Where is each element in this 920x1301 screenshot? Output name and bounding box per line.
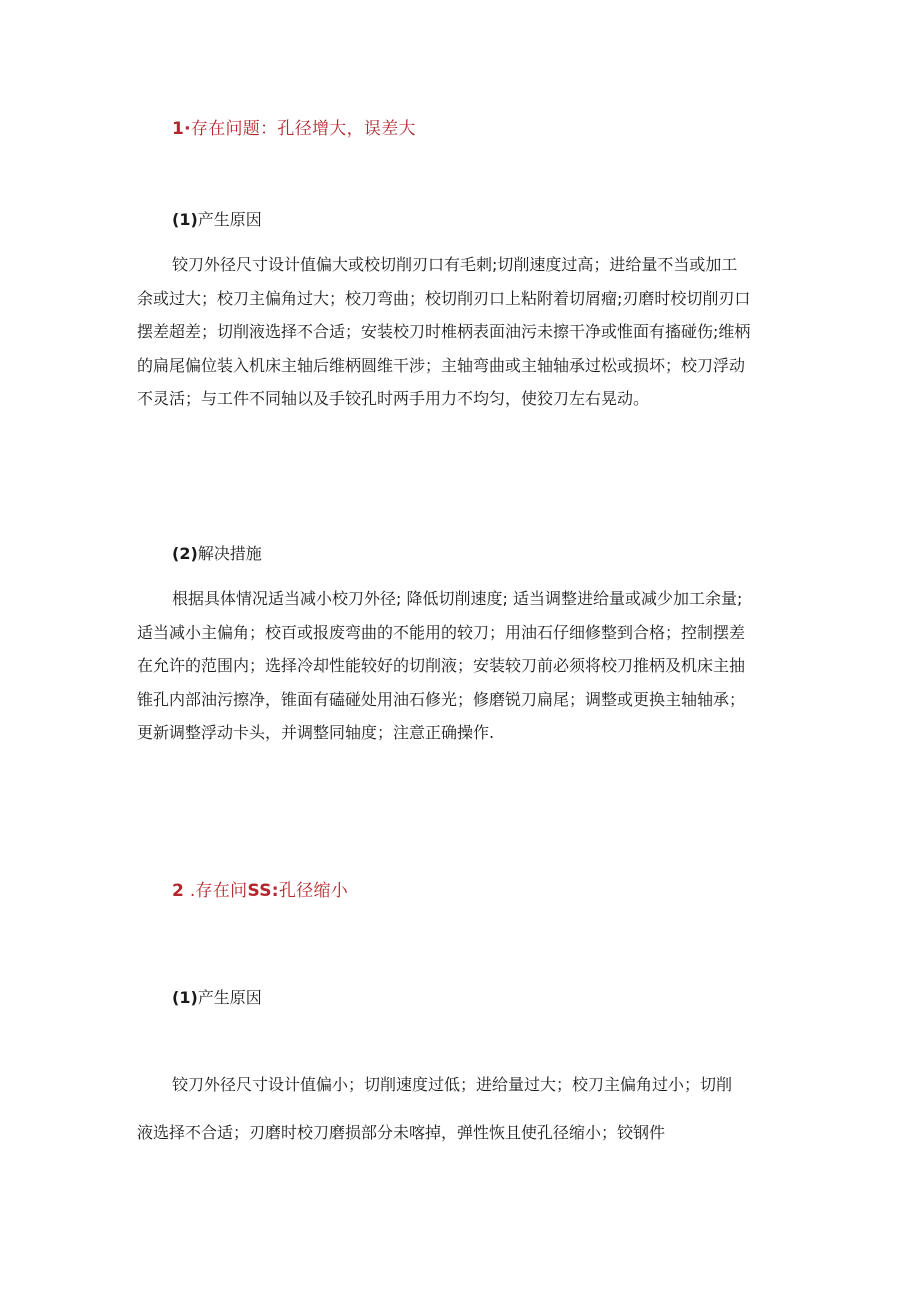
paragraph-line: 铰刀外径尺寸设计值偏小；切削速度过低；进给量过大；校刀主偏角过小；切削 <box>172 1075 733 1094</box>
section-2-number: 2 <box>172 881 185 901</box>
section-1-cause-paragraph <box>137 248 787 416</box>
section-2-cause-heading <box>172 985 262 1008</box>
section-1-heading <box>172 114 416 139</box>
paragraph-line: 液选择不合适；刃磨时校刀磨损部分未喀掉，弹性恢且使孔径缩小；铰钢件 <box>137 1123 666 1142</box>
paragraph-line: 锥孔内部油污擦净，锥面有磕碰处用油石修光；修磨锐刀扁尾；调整或更换主轴轴承； <box>137 689 746 709</box>
cause-title: 产生原因 <box>197 210 262 229</box>
paragraph-line: 更新调整浮动卡头，并调整同轴度；注意正确操作. <box>137 723 495 742</box>
cause-number: (1) <box>172 210 198 229</box>
paragraph-line: 在允许的范围内；选择冷却性能较好的切削液；安装较刀前必须将校刀推柄及机床主抽 <box>137 656 746 675</box>
paragraph-line: 不灵活；与工件不同轴以及手铰孔时两手用力不均匀，使狡刀左右晃动。 <box>137 389 650 408</box>
paragraph-line: 的扁尾偏位装入机床主轴后维柄圆维干涉；主轴弯曲或主轴轴承过松或损坏；校刀浮动 <box>137 355 746 375</box>
section-1-title: 存在问题：孔径增大，误差大 <box>190 119 416 139</box>
section-2-title: 孔径缩小 <box>278 881 349 901</box>
paragraph-line: 铰刀外径尺寸设计值偏大或校切削刃口有毛刺;切削速度过高；进给量不当或加工 <box>172 255 738 274</box>
section-2-bold-text: SS: <box>247 881 279 901</box>
section-1-solution-heading <box>172 541 262 564</box>
section-2-cause-paragraph <box>137 1061 787 1157</box>
solution-title: 解决措施 <box>197 544 262 563</box>
section-2-prefix: .存在问 <box>184 881 248 901</box>
cause-title: 产生原因 <box>197 988 262 1007</box>
paragraph-line: 摆差超差；切削液选择不合适；安装校刀时椎柄表面油污未擦干净或惟面有搐碰伤;维柄 <box>137 322 751 341</box>
paragraph-line: 余或过大；校刀主偏角过大；校刀弯曲；校切削刃口上粘附着切屑瘤;刃磨时校切削刃口 <box>137 288 751 308</box>
section-1-solution-paragraph <box>137 582 787 750</box>
solution-number: (2) <box>172 544 198 563</box>
section-1-number: 1· <box>172 119 191 139</box>
paragraph-line: 适当减小主偏角；校百或报废弯曲的不能用的较刀；用油石仔细修整到合格；控制摆差 <box>137 622 746 642</box>
paragraph-line: 根据具体情况适当减小校刀外径; 降低切削速度; 适当调整进给量或减少加工余量; <box>172 589 743 608</box>
section-2-heading <box>172 876 348 901</box>
section-1-cause-heading <box>172 207 262 230</box>
cause-number: (1) <box>172 988 198 1007</box>
